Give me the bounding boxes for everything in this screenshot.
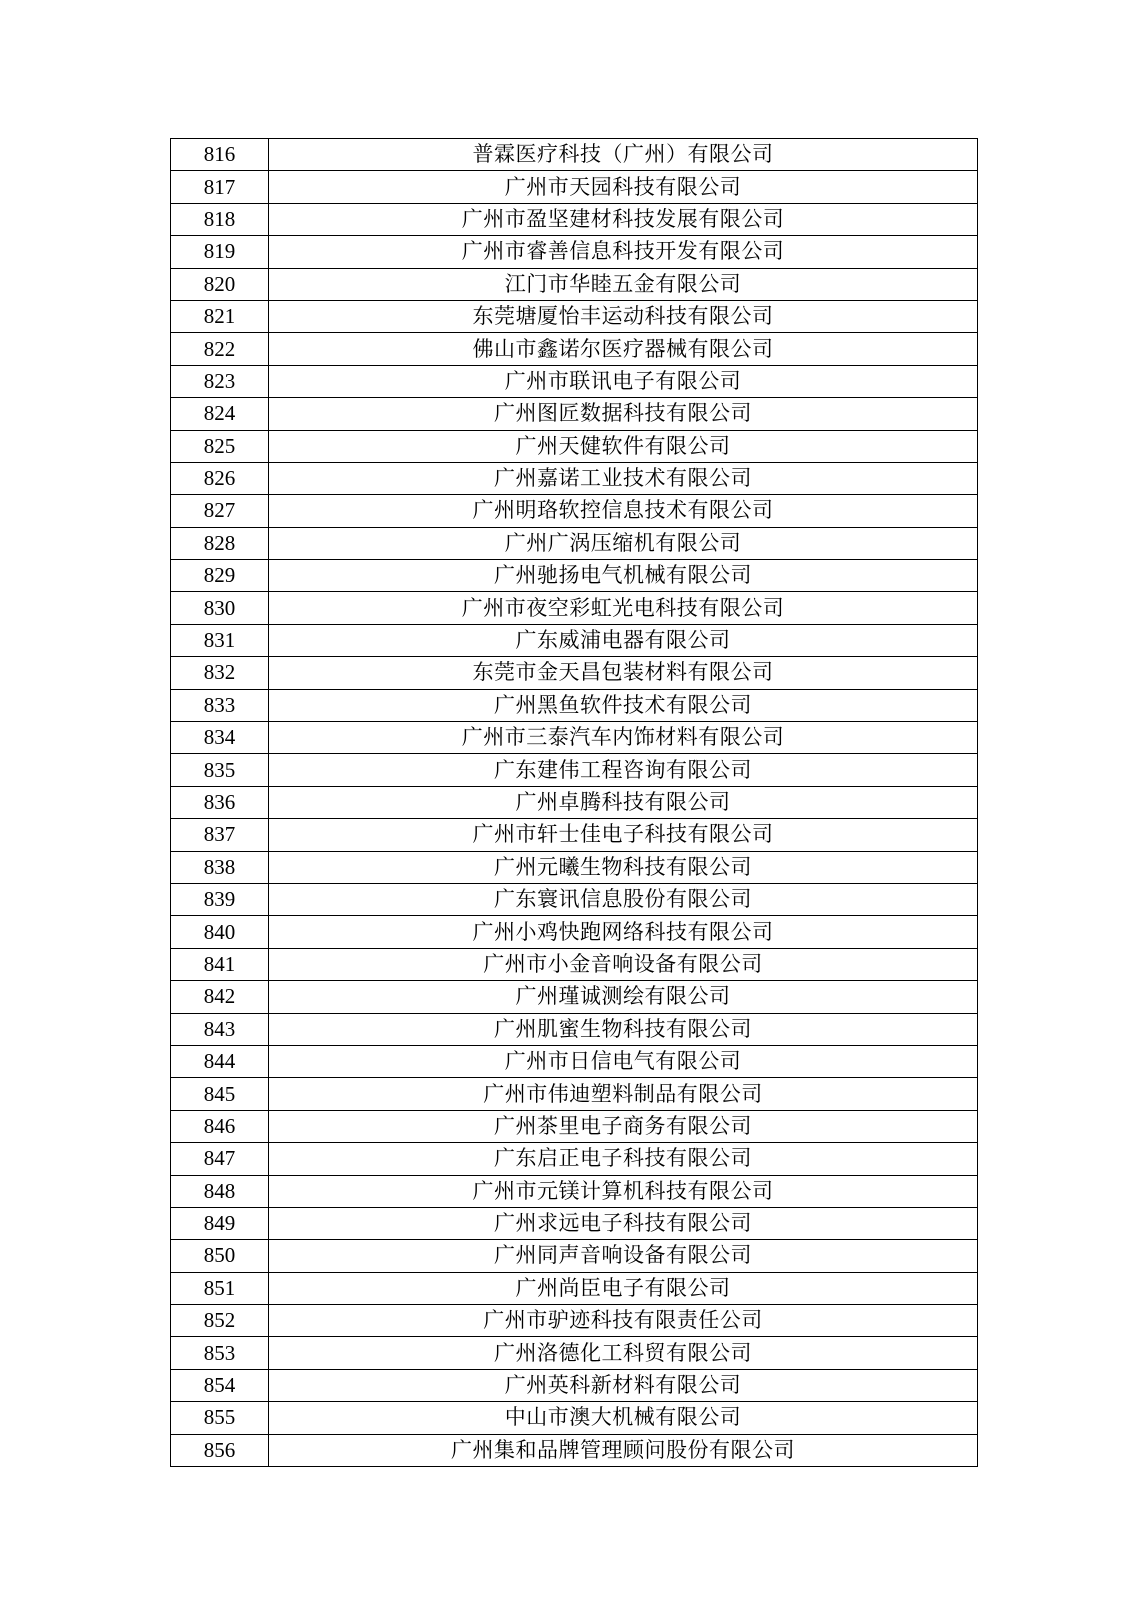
table-row	[171, 722, 978, 754]
company-name-cell: 广州市小金音响设备有限公司	[269, 948, 978, 980]
table-row	[171, 560, 978, 592]
table-row	[171, 398, 978, 430]
company-name-cell: 广东启正电子科技有限公司	[269, 1143, 978, 1175]
table-row	[171, 689, 978, 721]
row-number-cell: 825	[171, 430, 269, 462]
company-name-cell: 广州卓腾科技有限公司	[269, 786, 978, 818]
company-name-cell: 广州市盈坚建材科技发展有限公司	[269, 203, 978, 235]
company-list-body	[171, 139, 978, 1467]
company-name-cell: 江门市华睦五金有限公司	[269, 268, 978, 300]
company-name-cell: 中山市澳大机械有限公司	[269, 1402, 978, 1434]
company-name-cell: 广州市元镁计算机科技有限公司	[269, 1175, 978, 1207]
table-row	[171, 139, 978, 171]
row-number-cell: 851	[171, 1272, 269, 1304]
company-name-cell: 广州市联讯电子有限公司	[269, 365, 978, 397]
row-number-cell: 821	[171, 300, 269, 332]
table-row	[171, 1143, 978, 1175]
company-name-cell: 广州小鸡快跑网络科技有限公司	[269, 916, 978, 948]
row-number-cell: 856	[171, 1434, 269, 1466]
table-row	[171, 754, 978, 786]
row-number-cell: 818	[171, 203, 269, 235]
company-name-cell: 广州市夜空彩虹光电科技有限公司	[269, 592, 978, 624]
company-name-cell: 广州肌蜜生物科技有限公司	[269, 1013, 978, 1045]
row-number-cell: 842	[171, 981, 269, 1013]
row-number-cell: 847	[171, 1143, 269, 1175]
row-number-cell: 833	[171, 689, 269, 721]
row-number-cell: 854	[171, 1369, 269, 1401]
company-name-cell: 广州集和品牌管理顾问股份有限公司	[269, 1434, 978, 1466]
table-row	[171, 1045, 978, 1077]
table-row	[171, 981, 978, 1013]
table-row	[171, 300, 978, 332]
company-name-cell: 佛山市鑫诺尔医疗器械有限公司	[269, 333, 978, 365]
company-name-cell: 东莞塘厦怡丰运动科技有限公司	[269, 300, 978, 332]
row-number-cell: 853	[171, 1337, 269, 1369]
table-row	[171, 1272, 978, 1304]
company-name-cell: 广州同声音响设备有限公司	[269, 1240, 978, 1272]
company-name-cell: 广州明珞软控信息技术有限公司	[269, 495, 978, 527]
table-row	[171, 916, 978, 948]
row-number-cell: 827	[171, 495, 269, 527]
row-number-cell: 837	[171, 819, 269, 851]
table-row	[171, 1402, 978, 1434]
table-row	[171, 430, 978, 462]
table-row	[171, 883, 978, 915]
company-name-cell: 广州瑾诚测绘有限公司	[269, 981, 978, 1013]
row-number-cell: 844	[171, 1045, 269, 1077]
table-row	[171, 1078, 978, 1110]
company-name-cell: 广州求远电子科技有限公司	[269, 1207, 978, 1239]
row-number-cell: 826	[171, 462, 269, 494]
row-number-cell: 848	[171, 1175, 269, 1207]
table-row	[171, 171, 978, 203]
company-name-cell: 广州市轩士佳电子科技有限公司	[269, 819, 978, 851]
row-number-cell: 829	[171, 560, 269, 592]
table-row	[171, 819, 978, 851]
table-row	[171, 851, 978, 883]
row-number-cell: 816	[171, 139, 269, 171]
row-number-cell: 835	[171, 754, 269, 786]
table-row	[171, 1175, 978, 1207]
company-name-cell: 广州广涡压缩机有限公司	[269, 527, 978, 559]
company-name-cell: 广州市伟迪塑料制品有限公司	[269, 1078, 978, 1110]
company-name-cell: 广州洛德化工科贸有限公司	[269, 1337, 978, 1369]
table-row	[171, 333, 978, 365]
table-row	[171, 1207, 978, 1239]
company-name-cell: 广东建伟工程咨询有限公司	[269, 754, 978, 786]
table-row	[171, 365, 978, 397]
row-number-cell: 845	[171, 1078, 269, 1110]
table-row	[171, 592, 978, 624]
table-row	[171, 657, 978, 689]
table-row	[171, 495, 978, 527]
row-number-cell: 824	[171, 398, 269, 430]
company-name-cell: 广州茶里电子商务有限公司	[269, 1110, 978, 1142]
row-number-cell: 819	[171, 236, 269, 268]
company-name-cell: 东莞市金天昌包装材料有限公司	[269, 657, 978, 689]
table-row	[171, 1240, 978, 1272]
company-name-cell: 广州天健软件有限公司	[269, 430, 978, 462]
table-row	[171, 624, 978, 656]
row-number-cell: 831	[171, 624, 269, 656]
company-name-cell: 广州英科新材料有限公司	[269, 1369, 978, 1401]
row-number-cell: 836	[171, 786, 269, 818]
table-row	[171, 268, 978, 300]
company-name-cell: 广州市天园科技有限公司	[269, 171, 978, 203]
row-number-cell: 840	[171, 916, 269, 948]
company-name-cell: 广州嘉诺工业技术有限公司	[269, 462, 978, 494]
row-number-cell: 820	[171, 268, 269, 300]
table-row	[171, 1305, 978, 1337]
row-number-cell: 846	[171, 1110, 269, 1142]
company-list-table	[170, 138, 978, 1467]
table-row	[171, 948, 978, 980]
table-row	[171, 203, 978, 235]
row-number-cell: 849	[171, 1207, 269, 1239]
row-number-cell: 834	[171, 722, 269, 754]
row-number-cell: 843	[171, 1013, 269, 1045]
table-row	[171, 1013, 978, 1045]
company-name-cell: 广州市驴迹科技有限责任公司	[269, 1305, 978, 1337]
company-name-cell: 广州图匠数据科技有限公司	[269, 398, 978, 430]
company-name-cell: 广东寰讯信息股份有限公司	[269, 883, 978, 915]
row-number-cell: 839	[171, 883, 269, 915]
table-row	[171, 1337, 978, 1369]
row-number-cell: 841	[171, 948, 269, 980]
table-row	[171, 1110, 978, 1142]
table-row	[171, 786, 978, 818]
company-name-cell: 广州尚臣电子有限公司	[269, 1272, 978, 1304]
company-name-cell: 广州元曦生物科技有限公司	[269, 851, 978, 883]
row-number-cell: 855	[171, 1402, 269, 1434]
company-name-cell: 广州市三泰汽车内饰材料有限公司	[269, 722, 978, 754]
company-name-cell: 广东威浦电器有限公司	[269, 624, 978, 656]
company-name-cell: 广州市日信电气有限公司	[269, 1045, 978, 1077]
company-name-cell: 广州驰扬电气机械有限公司	[269, 560, 978, 592]
row-number-cell: 838	[171, 851, 269, 883]
table-row	[171, 236, 978, 268]
row-number-cell: 822	[171, 333, 269, 365]
table-row	[171, 462, 978, 494]
row-number-cell: 850	[171, 1240, 269, 1272]
company-name-cell: 广州黑鱼软件技术有限公司	[269, 689, 978, 721]
company-name-cell: 普霖医疗科技（广州）有限公司	[269, 139, 978, 171]
row-number-cell: 828	[171, 527, 269, 559]
table-row	[171, 1434, 978, 1466]
row-number-cell: 852	[171, 1305, 269, 1337]
row-number-cell: 830	[171, 592, 269, 624]
row-number-cell: 817	[171, 171, 269, 203]
company-name-cell: 广州市睿善信息科技开发有限公司	[269, 236, 978, 268]
row-number-cell: 832	[171, 657, 269, 689]
row-number-cell: 823	[171, 365, 269, 397]
table-row	[171, 1369, 978, 1401]
table-row	[171, 527, 978, 559]
